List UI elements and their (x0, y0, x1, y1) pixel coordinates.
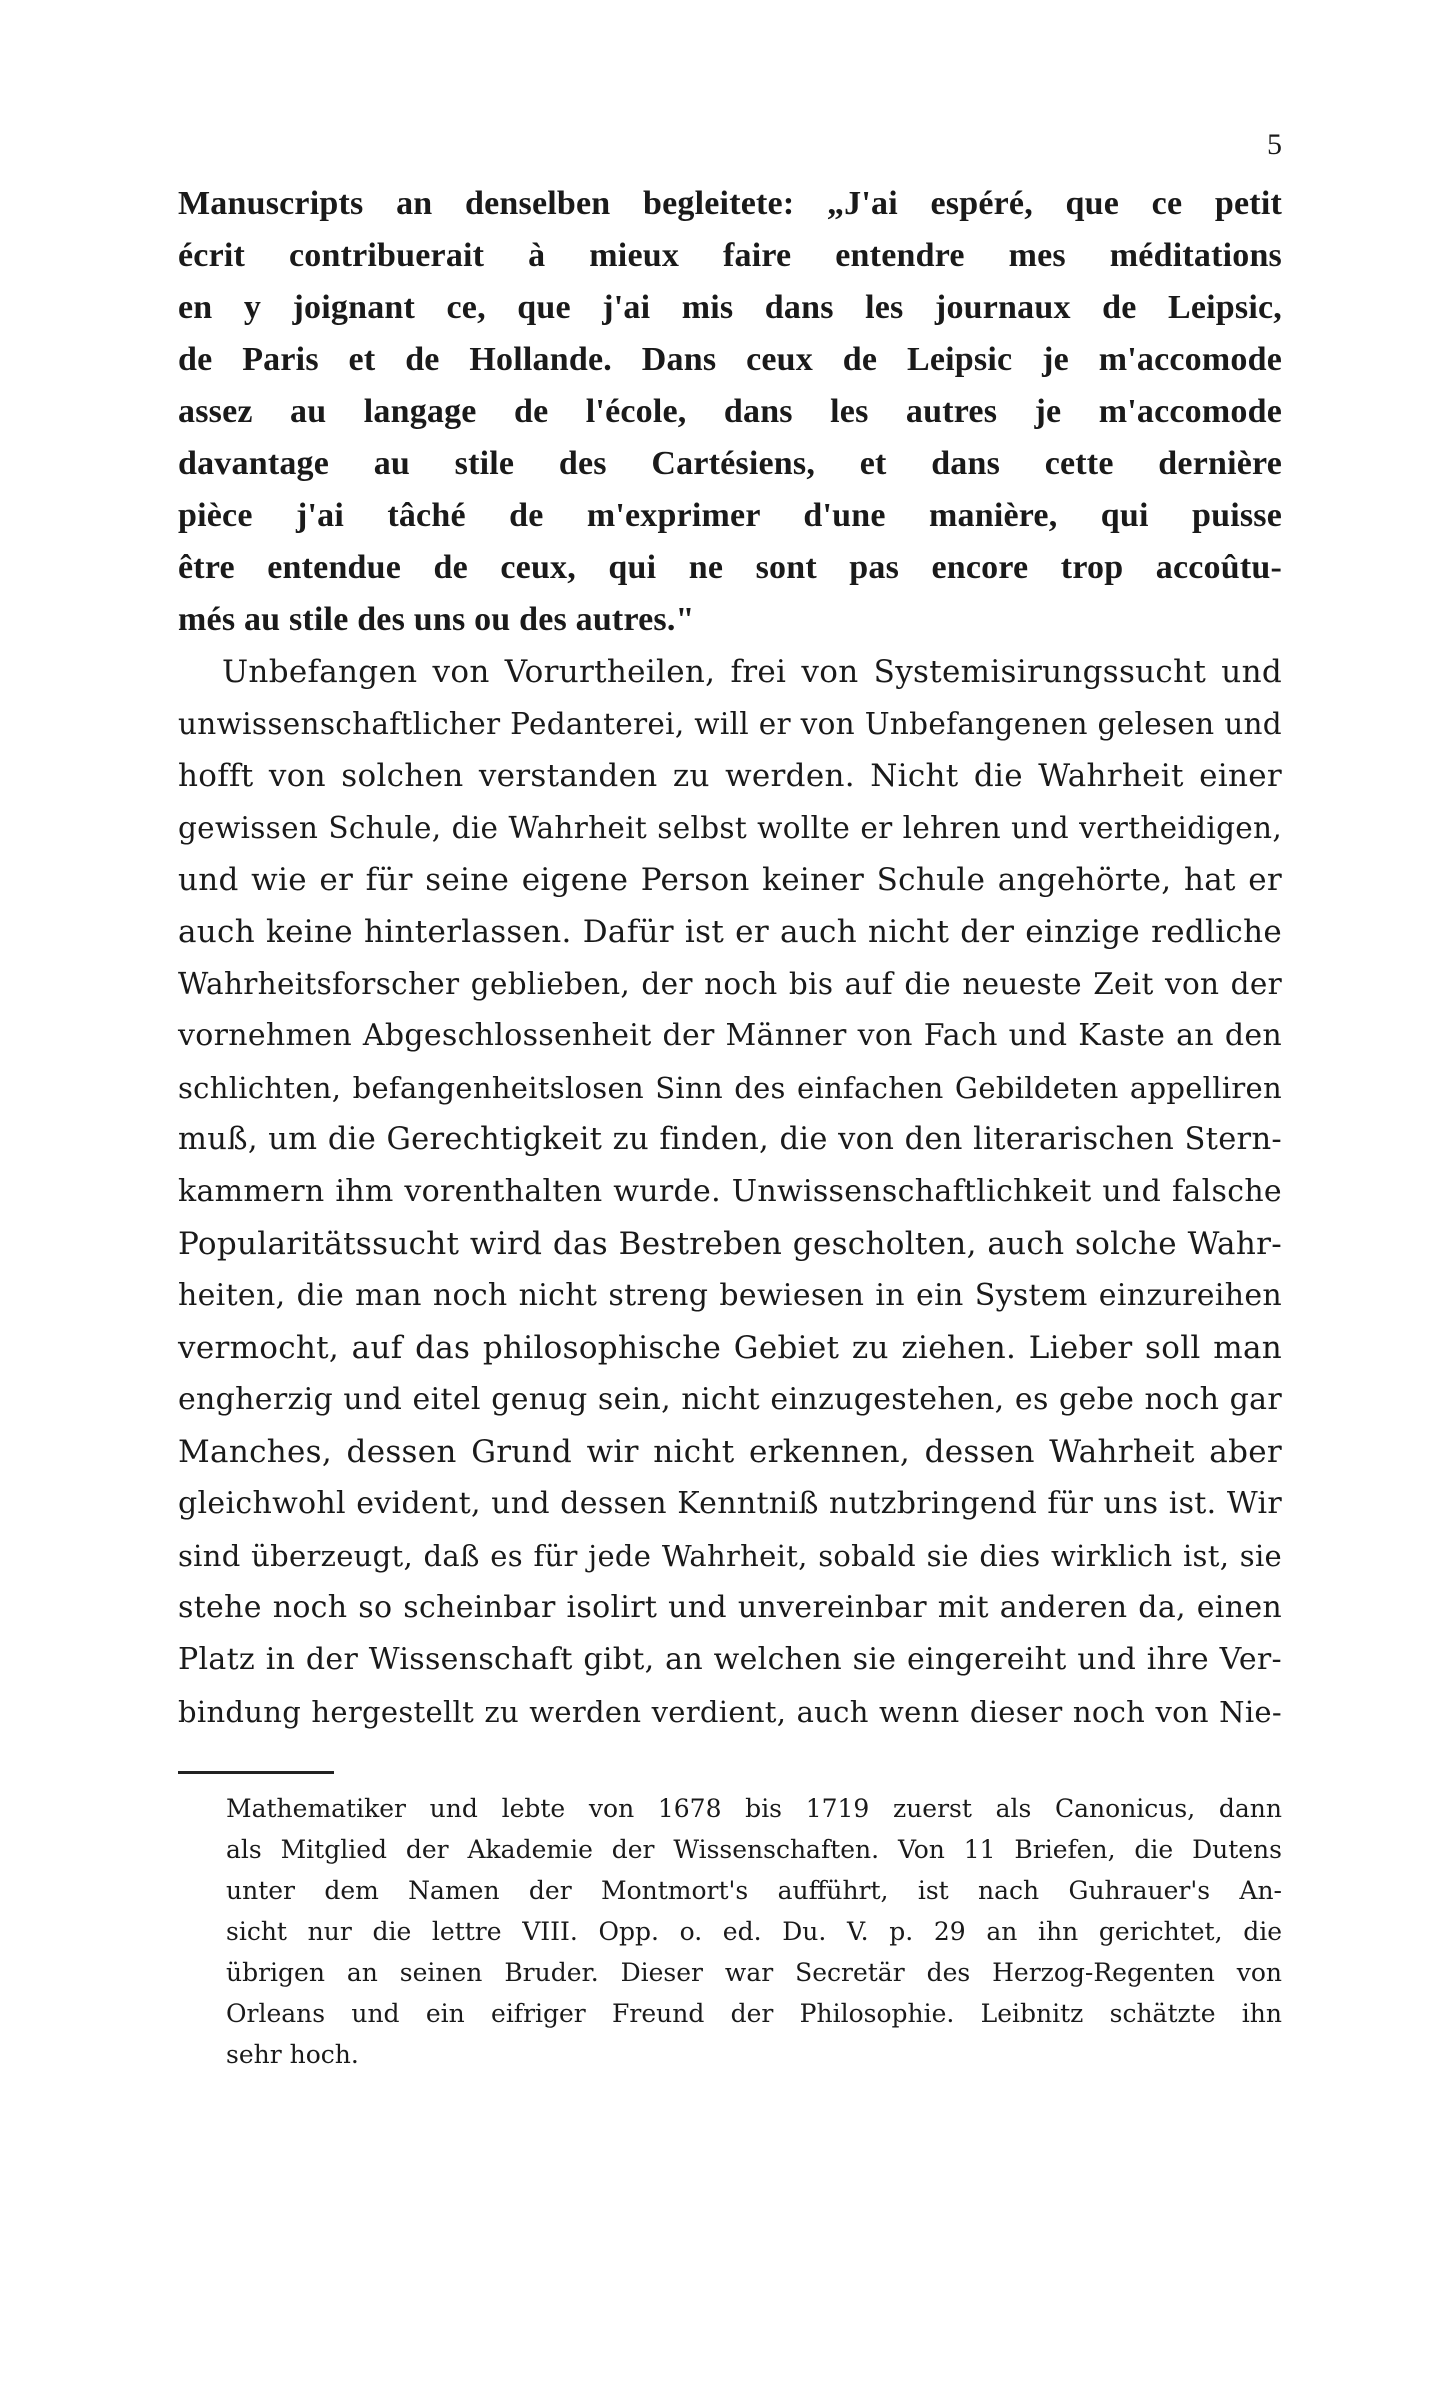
body-line: vermocht, auf das philosophische Gebiet zu ziehen. Lieber soll man (178, 1330, 1282, 1366)
body-line: unwissenschaftlicher Pedanterei, will er von Unbefangenen gelesen und (178, 707, 1282, 741)
body-line: sind überzeugt, daß es für jede Wahrheit, sobald sie dies wirklich ist, sie (178, 1539, 1282, 1573)
body-line: Manches, dessen Grund wir nicht erkennen, dessen Wahrheit aber (178, 1434, 1282, 1470)
body-line: Platz in der Wissenschaft gibt, an welchen sie eingereiht und ihre Ver- (178, 1642, 1282, 1677)
body-line: muß, um die Gerechtigkeit zu finden, die von den literarischen Stern- (178, 1122, 1282, 1157)
footnote-line: Orleans und ein eifriger Freund der Philosophie. Leibnitz schätzte ihn (226, 1999, 1282, 2028)
body-line: être entendue de ceux, qui ne sont pas encore trop accoûtu- (178, 549, 1282, 586)
body-line: écrit contribuerait à mieux faire entendre mes méditations (178, 237, 1282, 274)
footnote-line: sehr hoch. (226, 2040, 359, 2069)
body-line: en y joignant ce, que j'ai mis dans les journaux de Leipsic, (178, 289, 1282, 326)
body-line: gleichwohl evident, und dessen Kenntniß nutzbringend für uns ist. Wir (178, 1486, 1282, 1521)
body-line: heiten, die man noch nicht streng bewiesen in ein System einzureihen (178, 1278, 1282, 1313)
footnote-line: unter dem Namen der Montmort's aufführt, ist nach Guhrauer's An- (226, 1876, 1282, 1905)
footnote-line: übrigen an seinen Bruder. Dieser war Secretär des Herzog-Regenten von (226, 1958, 1282, 1987)
body-line: schlichten, befangenheitslosen Sinn des einfachen Gebildeten appelliren (178, 1071, 1282, 1105)
body-line: de Paris et de Hollande. Dans ceux de Leipsic je m'accomode (178, 341, 1282, 378)
body-line: kammern ihm vorenthalten wurde. Unwissenschaftlichkeit und falsche (178, 1174, 1282, 1209)
body-line: bindung hergestellt zu werden verdient, auch wenn dieser noch von Nie- (178, 1695, 1282, 1729)
page-number: 5 (1267, 128, 1282, 161)
footnote-text (226, 1788, 1282, 2075)
body-line: vornehmen Abgeschlossenheit der Männer von Fach und Kaste an den (178, 1018, 1282, 1053)
footnote-line: Mathematiker und lebte von 1678 bis 1719 zuerst als Canonicus, dann (226, 1794, 1282, 1823)
body-line: pièce j'ai tâché de m'exprimer d'une manière, qui puisse (178, 497, 1282, 534)
body-line: Unbefangen von Vorurtheilen, frei von Systemisirungssucht und (222, 654, 1282, 690)
body-line: més au stile des uns ou des autres." (178, 601, 695, 638)
body-line: assez au langage de l'école, dans les autres je m'accomode (178, 393, 1282, 430)
body-line: stehe noch so scheinbar isolirt und unvereinbar mit anderen da, einen (178, 1590, 1282, 1625)
body-text (178, 178, 1282, 1738)
body-line: gewissen Schule, die Wahrheit selbst wollte er lehren und vertheidigen, (178, 811, 1282, 845)
body-line: und wie er für seine eigene Person keiner Schule angehörte, hat er (178, 862, 1282, 898)
footnote-divider (178, 1771, 334, 1774)
footnote-line: sicht nur die lettre VIII. Opp. o. ed. Du. V. p. 29 an ihn gerichtet, die (226, 1917, 1282, 1946)
body-line: davantage au stile des Cartésiens, et dans cette dernière (178, 445, 1282, 482)
body-line: engherzig und eitel genug sein, nicht einzugestehen, es gebe noch gar (178, 1382, 1282, 1417)
footnote-line: als Mitglied der Akademie der Wissenschaften. Von 11 Briefen, die Dutens (226, 1835, 1282, 1864)
body-line: auch keine hinterlassen. Dafür ist er auch nicht der einzige redliche (178, 914, 1282, 950)
body-line: Popularitätssucht wird das Bestreben gescholten, auch solche Wahr- (178, 1226, 1282, 1262)
body-line: hofft von solchen verstanden zu werden. Nicht die Wahrheit einer (178, 758, 1282, 794)
body-line: Wahrheitsforscher geblieben, der noch bis auf die neueste Zeit von der (178, 967, 1282, 1001)
body-line: Manuscripts an denselben begleitete: „J'ai espéré, que ce petit (178, 185, 1282, 222)
